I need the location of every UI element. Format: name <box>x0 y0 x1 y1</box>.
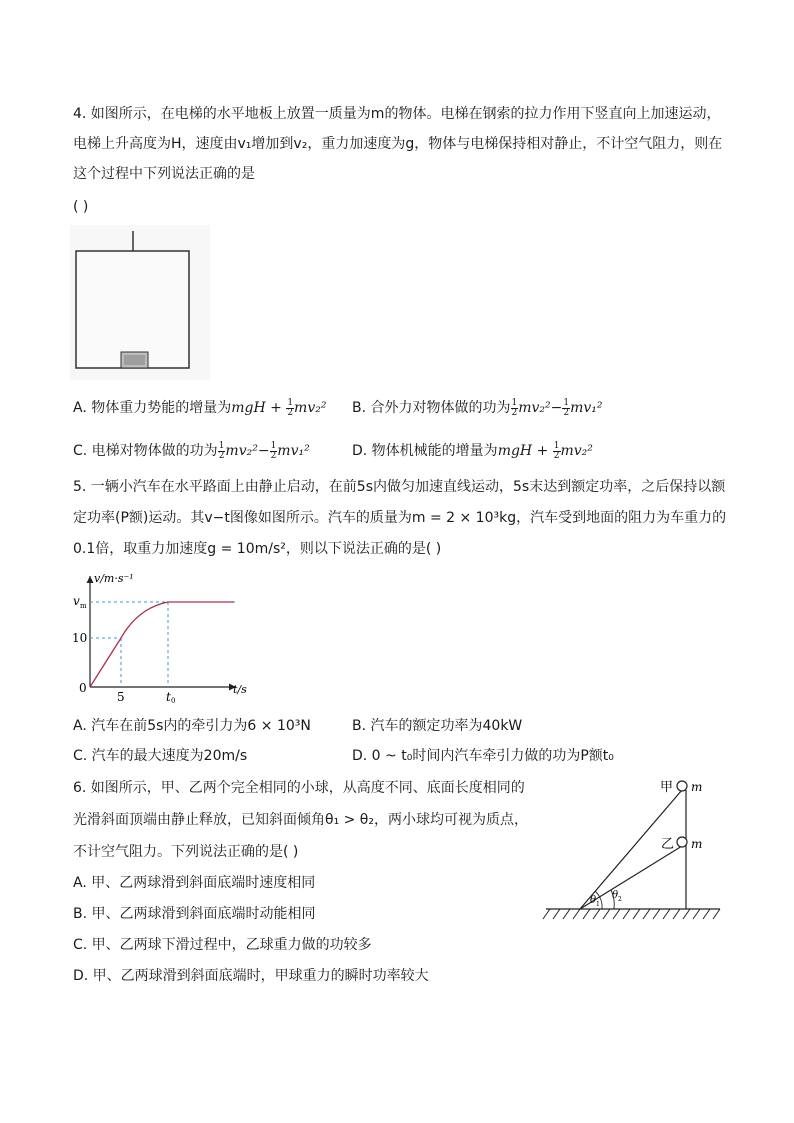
theta2-label: θ <box>612 890 619 901</box>
q6-option-a[interactable]: A. 甲、乙两球滑到斜面底端时速度相同 <box>73 875 316 891</box>
q6-option-c[interactable]: C. 甲、乙两球下滑过程中，乙球重力做的功较多 <box>73 937 372 953</box>
y-axis-label: v/m·s⁻¹ <box>94 572 134 585</box>
q5-stem-line1: 5. 一辆小汽车在水平路面上由静止启动，在前5s内做匀加速直线运动，5s末达到额定功率，之后保持以额 <box>73 479 726 495</box>
origin-label: 0 <box>79 681 87 695</box>
q4-option-c[interactable]: C. 电梯对物体做的功为 $\frac{1}{2}$ mv₂²− $\frac{1}{2}$ mv₁² <box>73 440 310 461</box>
q4-option-a[interactable]: A. 物体重力势能的增量为mgH + $\frac{1}{2}$ mv₂² <box>73 397 327 418</box>
theta1-sub: 1 <box>596 901 600 908</box>
velocity-curve <box>90 602 234 687</box>
theta2-sub: 2 <box>618 896 622 903</box>
vm-tick-sub: m <box>80 602 87 610</box>
q5-option-b[interactable]: B. 汽车的额定功率为40kW <box>352 718 523 734</box>
ball-b <box>677 837 687 847</box>
q6-option-d[interactable]: D. 甲、乙两球滑到斜面底端时，甲球重力的瞬时功率较大 <box>73 968 429 984</box>
vt-graph <box>70 568 260 703</box>
q6-stem-line2: 光滑斜面顶端由静止释放，已知斜面倾角θ₁ > θ₂，两小球均可视为质点， <box>73 812 528 828</box>
ball-a <box>677 781 687 791</box>
y10-tick-label: 10 <box>72 631 88 645</box>
q5-stem-line3: 0.1倍，取重力加速度g = 10m/s²，则以下说法正确的是( ) <box>73 541 442 557</box>
q4-option-d[interactable]: D. 物体机械能的增量为mgH + $\frac{1}{2}$ mv₂² <box>352 440 593 461</box>
ground-hatch <box>543 909 720 919</box>
x-axis-label: t/s <box>233 683 247 696</box>
incline-figure <box>540 772 730 922</box>
ball-a-mass: m <box>691 780 703 794</box>
theta1-label: θ <box>590 895 597 906</box>
vm-tick-label: v <box>73 594 80 608</box>
q5-option-a[interactable]: A. 汽车在前5s内的牵引力为6 × 10³N <box>73 718 311 734</box>
ball-b-label: 乙 <box>661 837 675 852</box>
q5-option-d[interactable]: D. 0 ~ t₀时间内汽车牵引力做的功为P额t₀ <box>352 748 614 764</box>
q6-stem-line1: 6. 如图所示，甲、乙两个完全相同的小球，从高度不同、底面长度相同的 <box>73 780 525 796</box>
q6-option-b[interactable]: B. 甲、乙两球滑到斜面底端时动能相同 <box>73 906 316 922</box>
t0-tick-sub: 0 <box>171 697 176 703</box>
q5-option-c[interactable]: C. 汽车的最大速度为20m/s <box>73 748 248 764</box>
q4-option-b[interactable]: B. 合外力对物体做的功为 $\frac{1}{2}$ mv₂²− $\frac{1}{2}$ mv₁² <box>352 397 603 418</box>
q4-stem-line1: 4. 如图所示，在电梯的水平地板上放置一质量为m的物体。电梯在钢索的拉力作用下竖直向上加速运动， <box>73 106 721 122</box>
q4-answer-bracket: ( ) <box>73 199 89 215</box>
t0-tick-label: t <box>166 690 171 703</box>
q4-stem-line2: 电梯上升高度为H，速度由v₁增加到v₂，重力加速度为g，物体与电梯保持相对静止，不计空气阻力，则在 <box>73 136 723 152</box>
q5-stem-line2: 定功率(P额)运动。其v−t图像如图所示。汽车的质量为m = 2 × 10³kg，汽车受到地面的阻力为车重力的 <box>73 510 727 526</box>
ball-b-mass: m <box>691 837 703 851</box>
x5-tick-label: 5 <box>117 690 125 703</box>
ball-a-label: 甲 <box>660 780 674 795</box>
elevator-figure <box>70 225 210 380</box>
q4-stem-line3: 这个过程中下列说法正确的是 <box>73 166 255 182</box>
q6-stem-line3: 不计空气阻力。下列说法正确的是( ) <box>73 844 299 860</box>
